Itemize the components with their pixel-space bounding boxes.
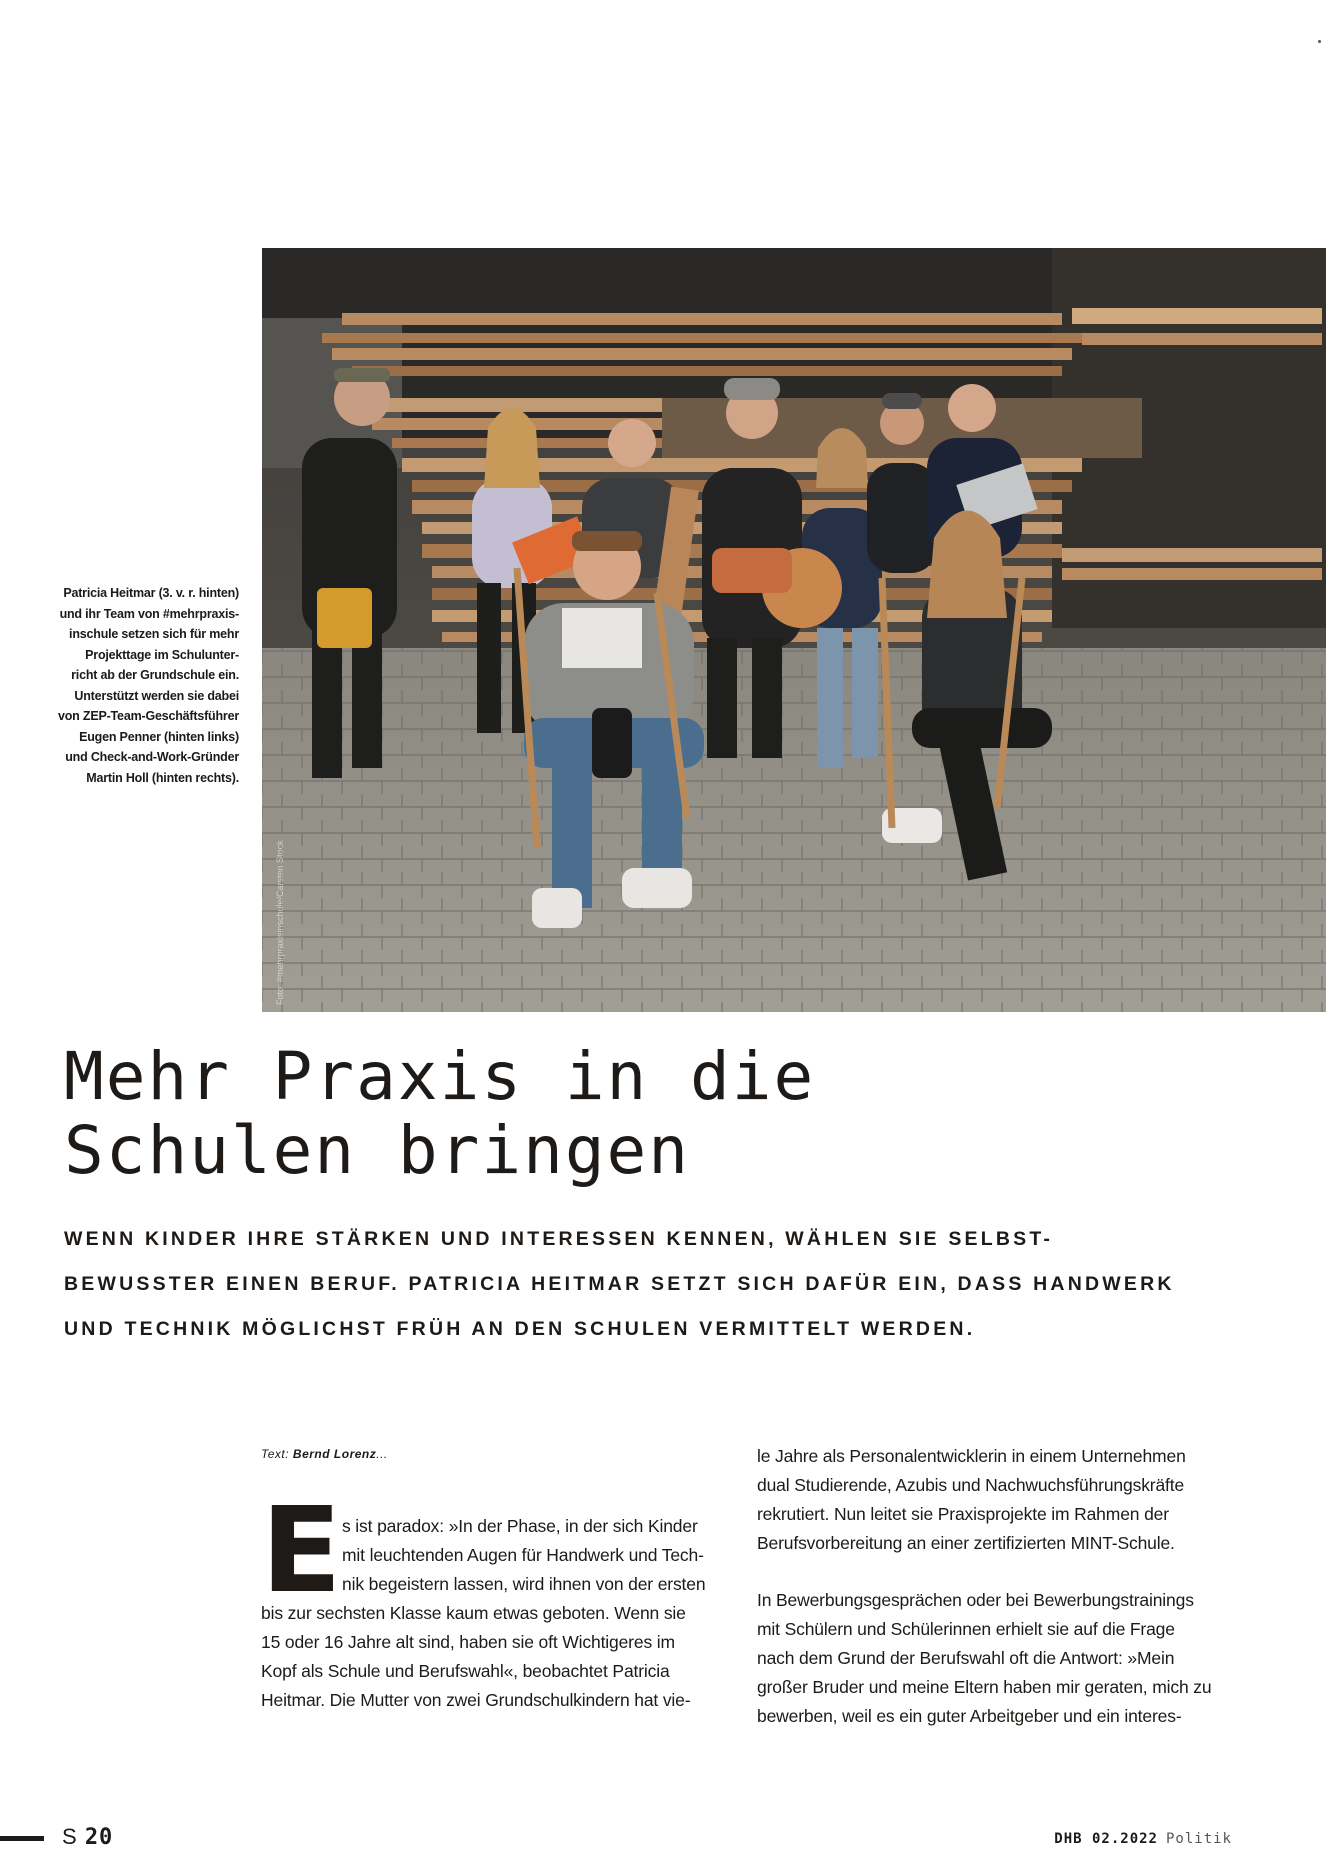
body-line: mit leuchtenden Augen für Handwerk und Tech- [342,1545,704,1565]
byline-suffix: ... [376,1447,388,1461]
caption-line: Martin Holl (hinten rechts). [86,770,239,785]
caption-line: und Check-and-Work-Gründer [65,750,239,764]
caption-line: inschule setzen sich für mehr [69,627,239,641]
body-line: nik begeistern lassen, wird ihnen von der ersten [342,1574,706,1594]
byline-author: Bernd Lorenz [292,1447,377,1461]
article-lead [64,1217,1264,1352]
body-line: bewerben, weil es ein guter Arbeitgeber und ein interes- [757,1706,1182,1726]
headline-line: Schulen bringen [64,1112,691,1189]
page-prefix: S [62,1824,78,1849]
team-photo-image [262,248,1326,1012]
body-line: Heitmar. Die Mutter von zwei Grundschulkindern hat vie- [261,1690,691,1710]
body-line: mit Schülern und Schülerinnen erhielt sie auf die Frage [757,1619,1175,1639]
body-line: bis zur sechsten Klasse kaum etwas geboten. Wenn sie [261,1603,686,1623]
magazine-issue: DHB 02.2022 [1054,1831,1158,1847]
section-name: Politik [1165,1831,1232,1847]
caption-line: von ZEP-Team-Geschäftsführer [57,709,239,723]
photo-caption [40,583,239,788]
body-line: großer Bruder und meine Eltern haben mir geraten, mich zu [757,1677,1212,1697]
body-line: le Jahre als Personalentwicklerin in einem Unternehmen [757,1446,1186,1466]
page-mark [1318,40,1321,43]
body-line: 15 oder 16 Jahre alt sind, haben sie oft Wichtigeres im [261,1632,675,1652]
drop-cap: E [261,1481,342,1619]
body-line: s ist paradox: »In der Phase, in der sich Kinder [342,1516,698,1536]
page-number [62,1824,113,1850]
body-line: Kopf als Schule und Berufswahl«, beobachtet Patricia [261,1661,670,1681]
article-byline [261,1447,388,1461]
caption-line: Projekttage im Schulunter- [85,647,239,662]
byline-prefix: Text: [261,1447,290,1461]
body-line: dual Studierende, Azubis und Nachwuchsführungskräfte [757,1475,1185,1495]
caption-line: richt ab der Grundschule ein. [71,668,239,682]
lead-line: BEWUSSTER EINEN BERUF. PATRICIA HEITMAR SETZT SICH DAFÜR EIN, DASS HANDWERK [64,1273,1175,1295]
page-number-value: 20 [84,1825,114,1850]
caption-line: Unterstützt werden sie dabei [74,688,239,703]
caption-line: Patricia Heitmar (3. v. r. hinten) [63,586,239,600]
article-headline [64,1040,1264,1188]
team-photo [262,248,1326,1012]
lead-line: UND TECHNIK MÖGLICHST FRÜH AN DEN SCHULEN VERMITTELT WERDEN. [64,1318,976,1340]
footer-rule [0,1836,44,1841]
body-line: Berufsvorbereitung an einer zertifizierten MINT-Schule. [757,1533,1175,1553]
lead-line: WENN KINDER IHRE STÄRKEN UND INTERESSEN KENNEN, WÄHLEN SIE SELBST- [64,1228,1054,1250]
body-column-left [261,1512,737,1715]
headline-line: Mehr Praxis in die [64,1038,816,1115]
body-column-right [757,1442,1237,1731]
caption-line: Eugen Penner (hinten links) [79,729,239,744]
body-line: rekrutiert. Nun leitet sie Praxisprojekte im Rahmen der [757,1504,1169,1524]
body-line: nach dem Grund der Berufswahl oft die Antwort: »Mein [757,1648,1175,1668]
body-line: In Bewerbungsgesprächen oder bei Bewerbungstrainings [757,1590,1194,1610]
caption-line: und ihr Team von #mehrpraxis- [59,606,239,621]
running-footer [1054,1831,1232,1847]
